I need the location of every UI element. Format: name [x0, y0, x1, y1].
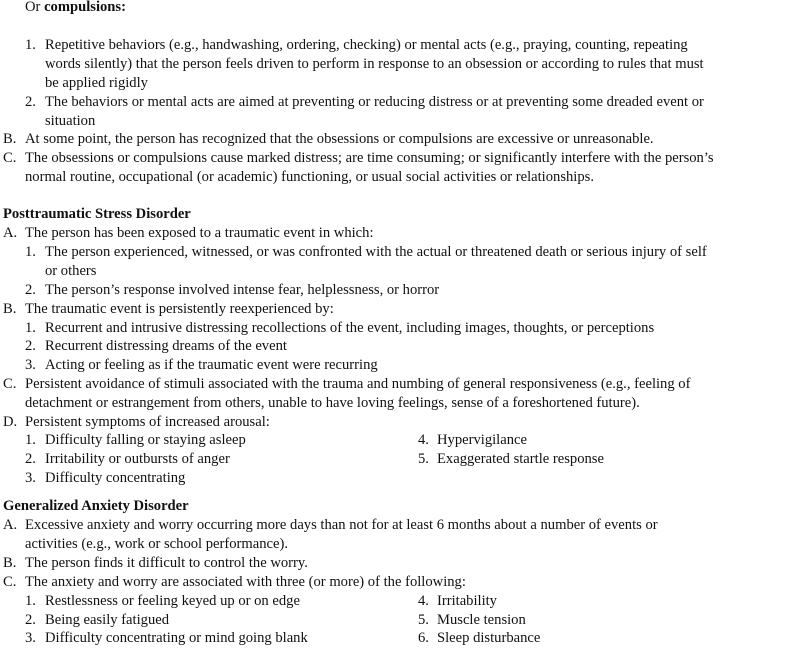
ptsd-d-5-text: Exaggerated startle response [437, 451, 604, 467]
gad-c-4-marker: 4. [418, 593, 429, 609]
ptsd-b-3-marker: 3. [25, 357, 36, 373]
gad-c-2-marker: 2. [25, 612, 36, 628]
ptsd-b-marker: B. [3, 301, 17, 317]
ocd-c-line-1: The obsessions or compulsions cause marked distress; are time consuming; or significantly interfere with the person’s [25, 150, 714, 166]
compulsions-intro-bold: compulsions: [44, 0, 126, 15]
ptsd-d-marker: D. [3, 414, 18, 430]
ptsd-a-1-line-2: or others [45, 263, 97, 279]
gad-c-marker: C. [3, 574, 17, 590]
gad-b-marker: B. [3, 555, 17, 571]
ptsd-a-2-text: The person’s response involved intense fear, helplessness, or horror [45, 282, 440, 298]
ptsd-b-3-text: Acting or feeling as if the traumatic event were recurring [45, 357, 378, 373]
ptsd-c-marker: C. [3, 376, 17, 392]
ptsd-b-2-marker: 2. [25, 338, 36, 354]
compulsions-intro-prefix: Or [25, 0, 45, 15]
gad-c-5-marker: 5. [418, 612, 429, 628]
gad-c-5-text: Muscle tension [437, 612, 526, 628]
gad-c-text: The anxiety and worry are associated with three (or more) of the following: [25, 574, 466, 590]
ptsd-d-3-marker: 3. [25, 470, 36, 486]
ptsd-a-1-line-1: The person experienced, witnessed, or was confronted with the actual or threatened death or serious injury of self [45, 244, 707, 260]
ocd-c-line-2: normal routine, occupational (or academic) functioning, or usual social activities or relationships. [25, 169, 594, 185]
ptsd-d-1-text: Difficulty falling or staying asleep [45, 432, 246, 448]
gad-c-2-text: Being easily fatigued [45, 612, 170, 628]
ptsd-d-2-marker: 2. [25, 451, 36, 467]
ptsd-d-text: Persistent symptoms of increased arousal: [25, 414, 270, 430]
gad-c-4-text: Irritability [437, 593, 497, 609]
compulsion-1-line-3: be applied rigidly [45, 75, 148, 91]
compulsion-1-marker: 1. [25, 37, 36, 53]
gad-a-line-1: Excessive anxiety and worry occurring more days than not for at least 6 months about a number of events or [25, 517, 658, 533]
gad-c-6-marker: 6. [418, 630, 429, 646]
ptsd-heading: Posttraumatic Stress Disorder [3, 206, 191, 222]
compulsion-2-line-1: The behaviors or mental acts are aimed at preventing or reducing distress or at preventing some dreaded event or [45, 94, 704, 110]
ptsd-b-1-marker: 1. [25, 320, 36, 336]
compulsion-2-marker: 2. [25, 94, 36, 110]
ptsd-d-3-text: Difficulty concentrating [45, 470, 186, 486]
ptsd-d-4-text: Hypervigilance [437, 432, 527, 448]
ptsd-d-2-text: Irritability or outbursts of anger [45, 451, 230, 467]
gad-c-1-marker: 1. [25, 593, 36, 609]
gad-c-3-text: Difficulty concentrating or mind going blank [45, 630, 308, 646]
ocd-b-text: At some point, the person has recognized that the obsessions or compulsions are excessive or unreasonable. [25, 131, 654, 147]
ocd-c-marker: C. [3, 150, 17, 166]
ptsd-a-1-marker: 1. [25, 244, 36, 260]
ptsd-d-5-marker: 5. [418, 451, 429, 467]
gad-c-6-text: Sleep disturbance [437, 630, 541, 646]
ptsd-c-line-1: Persistent avoidance of stimuli associated with the trauma and numbing of general responsiveness (e.g., feeling of [25, 376, 691, 392]
gad-c-1-text: Restlessness or feeling keyed up or on edge [45, 593, 300, 609]
ptsd-a-text: The person has been exposed to a traumatic event in which: [25, 225, 374, 241]
gad-heading: Generalized Anxiety Disorder [3, 498, 189, 514]
ptsd-d-1-marker: 1. [25, 432, 36, 448]
ptsd-a-marker: A. [3, 225, 18, 241]
ptsd-b-text: The traumatic event is persistently reexperienced by: [25, 301, 334, 317]
compulsion-2-line-2: situation [45, 113, 96, 129]
compulsion-1-line-2: words silently) that the person feels driven to perform in response to an obsession or according to rules that must [45, 56, 704, 72]
gad-a-line-2: activities (e.g., work or school performance). [25, 536, 288, 552]
compulsions-intro [25, 0, 126, 17]
gad-a-marker: A. [3, 517, 18, 533]
ptsd-a-2-marker: 2. [25, 282, 36, 298]
ptsd-b-1-text: Recurrent and intrusive distressing recollections of the event, including images, thoughts, or perceptions [45, 320, 655, 336]
ptsd-d-4-marker: 4. [418, 432, 429, 448]
compulsion-1-line-1: Repetitive behaviors (e.g., handwashing, ordering, checking) or mental acts (e.g., praying, counting, repeating [45, 37, 688, 53]
gad-c-3-marker: 3. [25, 630, 36, 646]
ptsd-c-line-2: detachment or estrangement from others, unable to have loving feelings, sense of a foreshortened future). [25, 395, 640, 411]
ocd-b-marker: B. [3, 131, 17, 147]
ptsd-b-2-text: Recurrent distressing dreams of the event [45, 338, 287, 354]
gad-b-text: The person finds it difficult to control the worry. [25, 555, 308, 571]
